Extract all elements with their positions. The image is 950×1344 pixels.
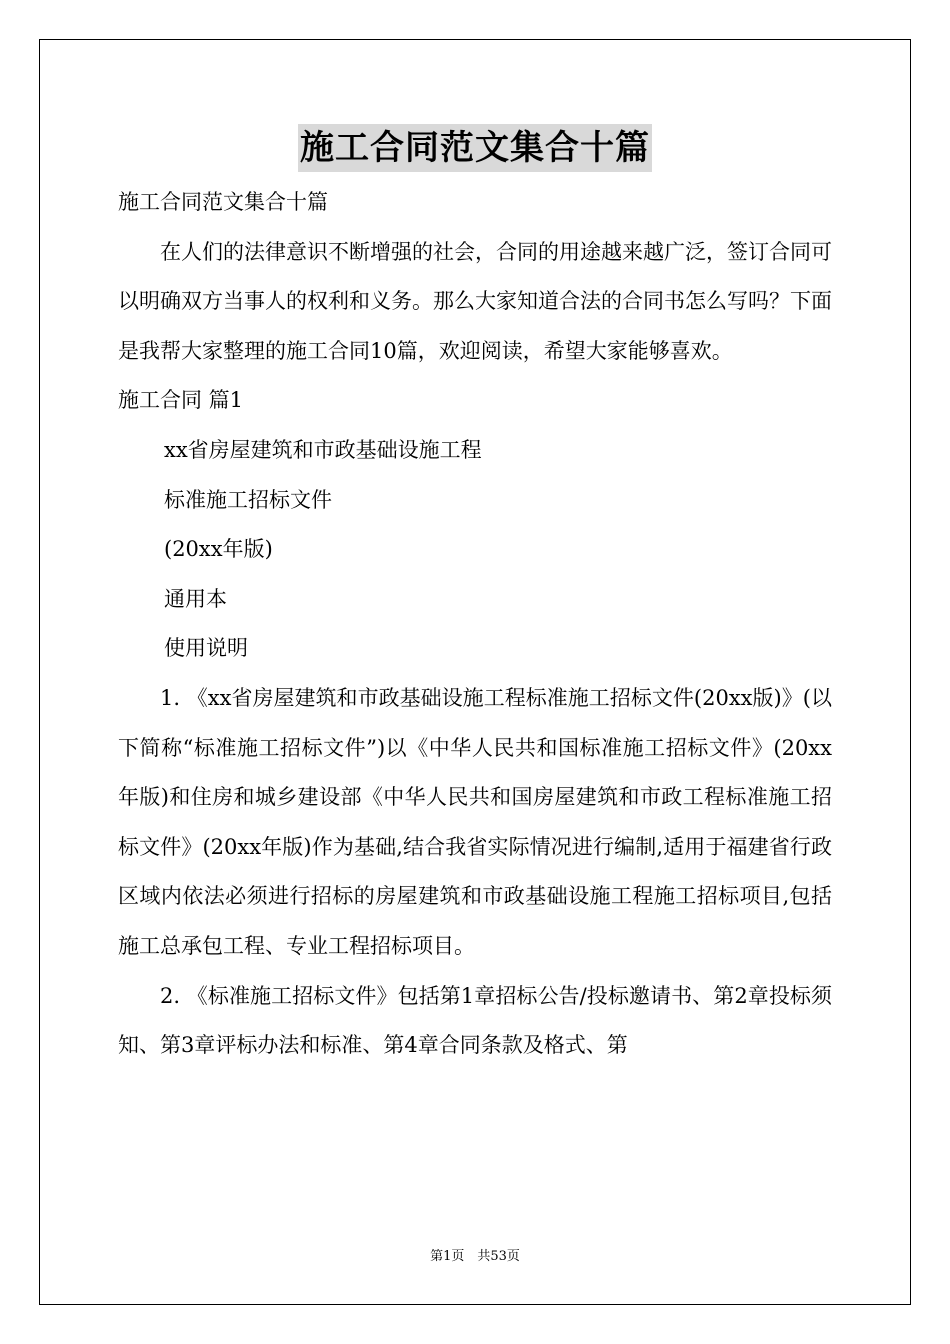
cover-line-province: xx省房屋建筑和市政基础设施工程 (164, 437, 482, 462)
cover-line-instructions: 使用说明 (164, 636, 248, 661)
cover-line-general: 通用本 (164, 586, 227, 611)
title-container (0, 124, 950, 172)
page-footer (0, 1248, 950, 1266)
document-title: 施工合同范文集合十篇 (298, 124, 652, 172)
section-heading: 施工合同 篇1 (118, 388, 244, 413)
intro-paragraph: 在人们的法律意识不断增强的社会，合同的用途越来越广泛，签订合同可以明确双方当事人的权利和义务。那么大家知道合法的合同书怎么写吗？下面是我帮大家整理的施工合同10篇，欢迎阅读，希望大家能够喜欢。 (118, 239, 832, 363)
document-subtitle: 施工合同范文集合十篇 (118, 190, 328, 214)
page-number: 第1页 共53页 (430, 1249, 520, 1264)
instruction-item-1: 1. 《xx省房屋建筑和市政基础设施工程标准施工招标文件(20xx版)》(以下简称“标准施工招标文件”)以《中华人民共和国标准施工招标文件》(20xx年版)和住房和城乡建设部《中华人民共和国房屋建筑和市政工程标准施工招标文件》(20xx年版)作为基础,结合我省实际情况进行编制,适用于福建省行政区域内依法必须进行招标的房屋建筑和市政基础设施工程施工招标项目,包括施工总承包工程、专业工程招标项目。 (118, 685, 832, 958)
instruction-item-2: 2. 《标准施工招标文件》包括第1章招标公告/投标邀请书、第2章投标须知、第3章评标办法和标准、第4章合同条款及格式、第 (118, 983, 832, 1058)
cover-line-doc-name: 标准施工招标文件 (164, 487, 332, 512)
cover-line-edition: (20xx年版) (164, 537, 273, 562)
document-body (118, 178, 832, 1071)
